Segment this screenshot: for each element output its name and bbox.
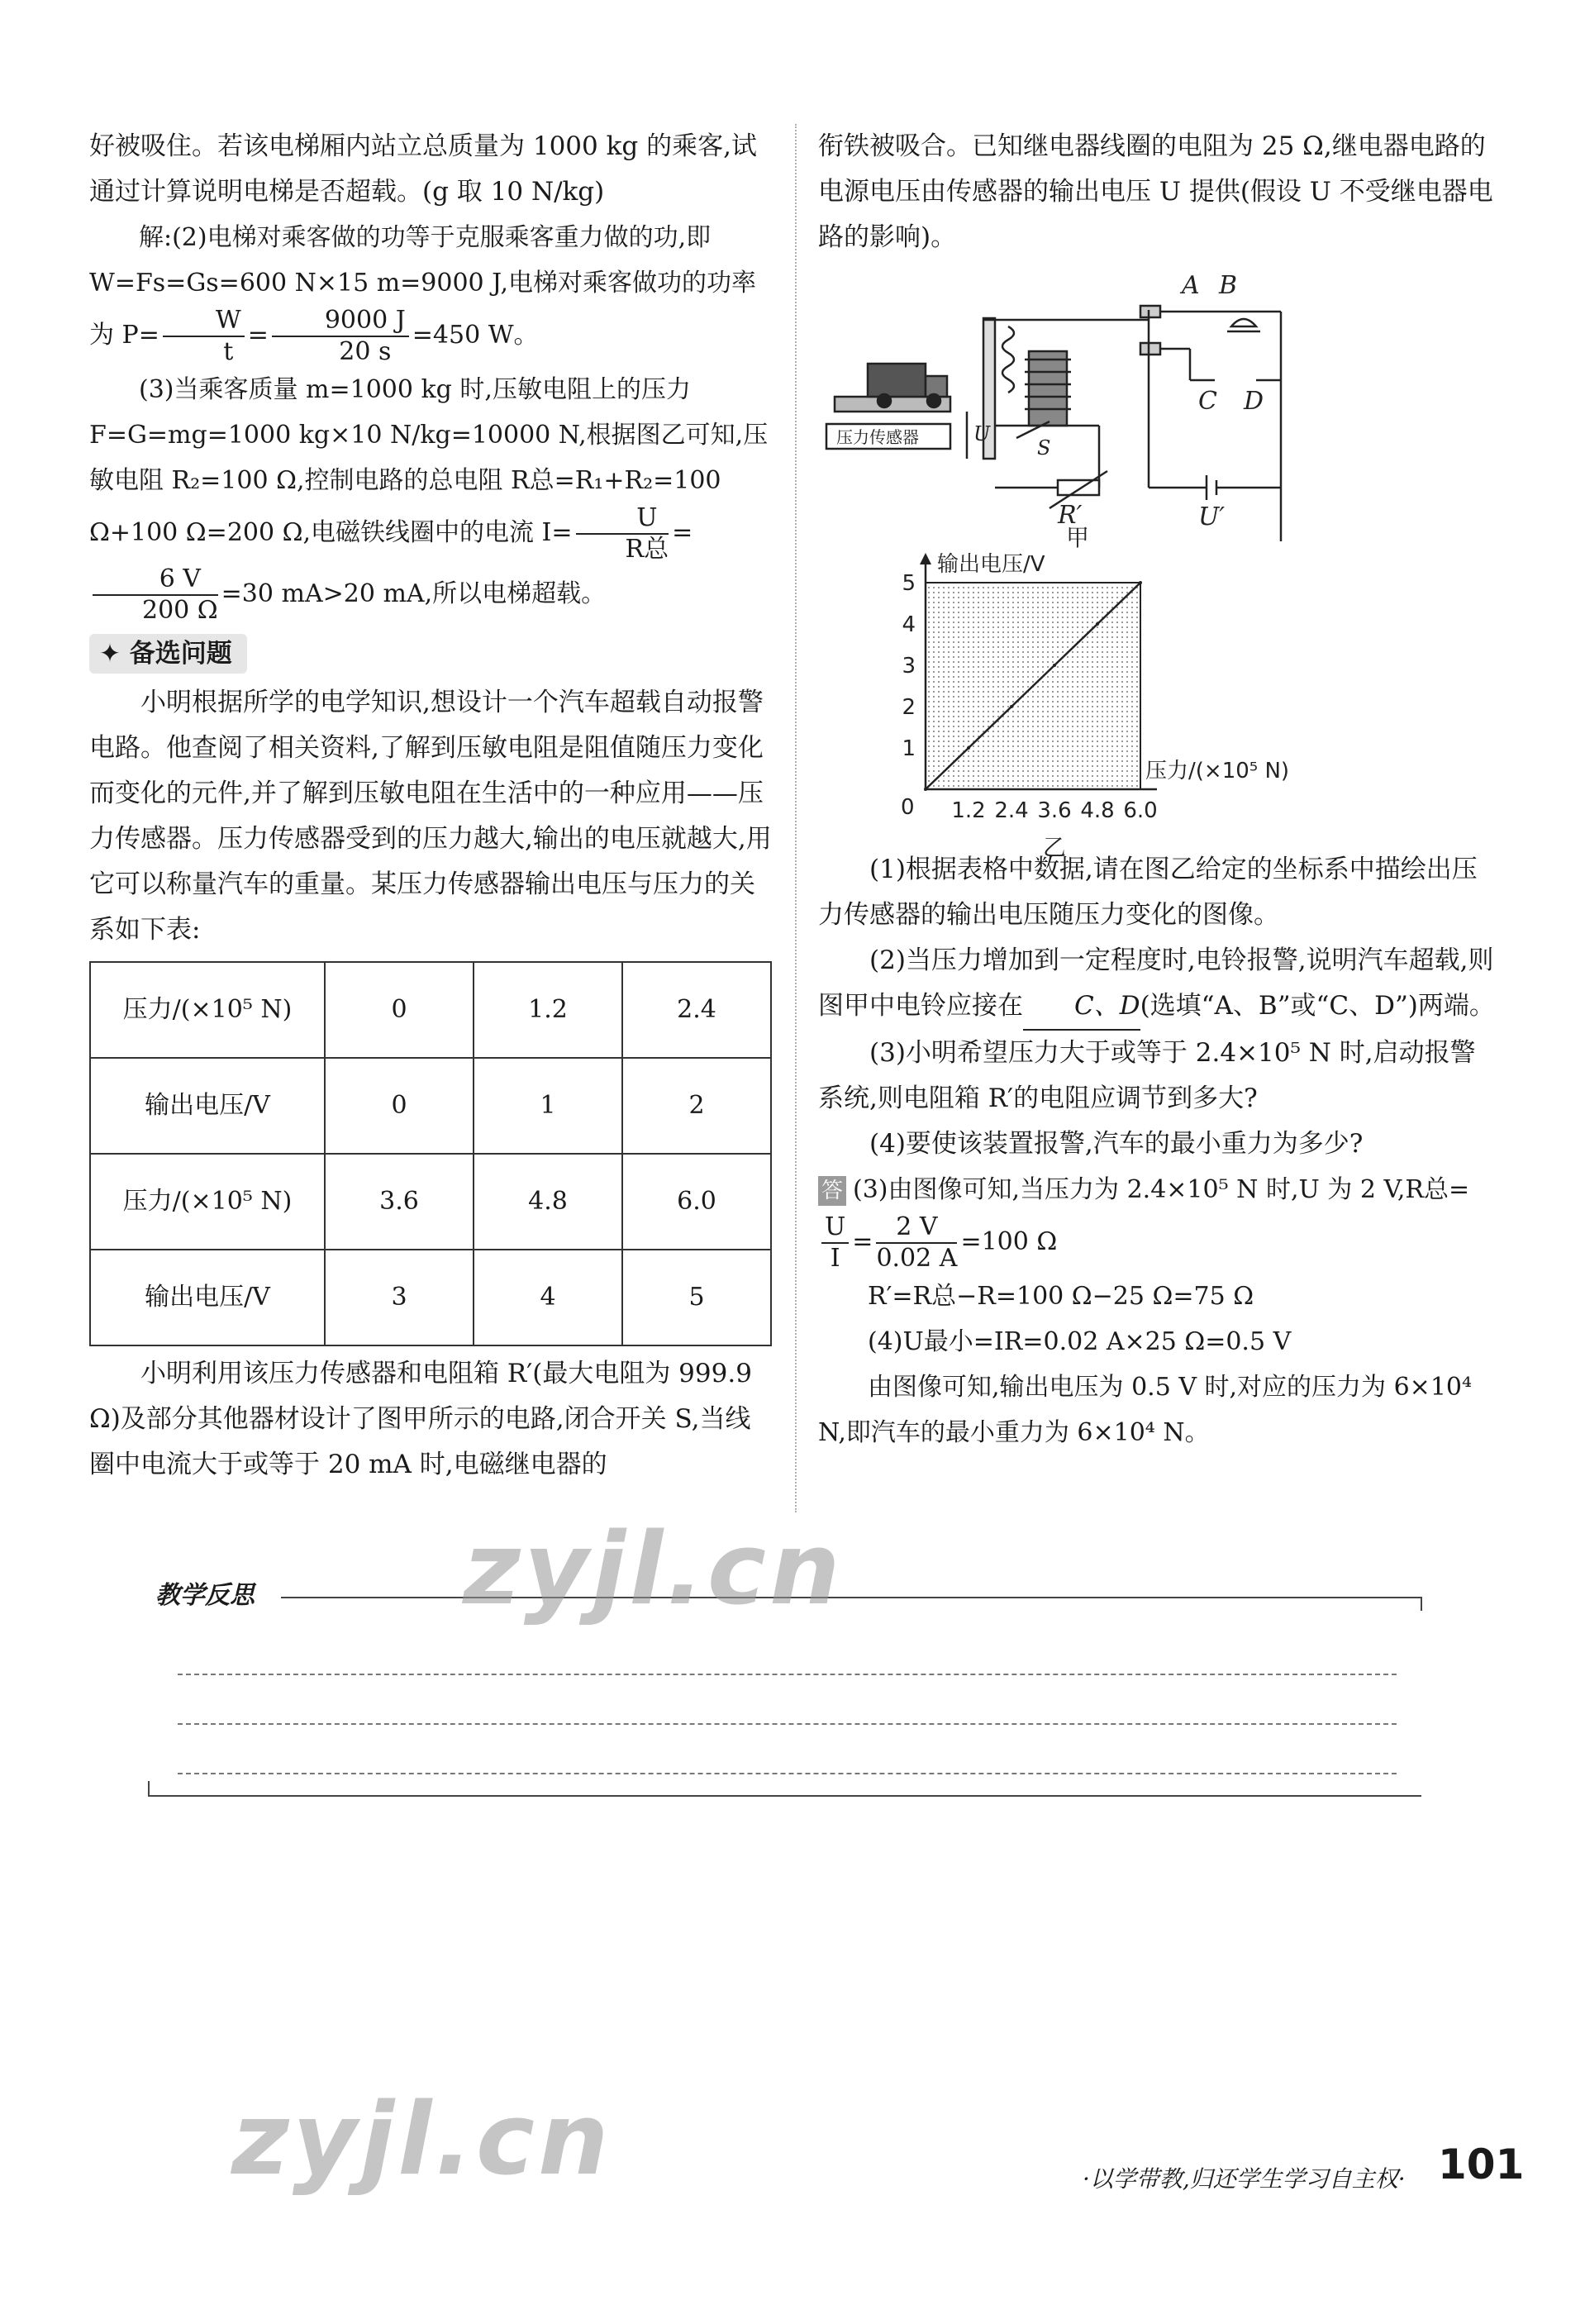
x-tick-label: 2.4 bbox=[994, 798, 1029, 823]
y-tick-label: 1 bbox=[902, 736, 916, 761]
label-u-prime: U′ bbox=[1198, 502, 1226, 531]
question-1: (1)根据表格中数据,请在图乙给定的坐标系中描绘出压力传感器的输出电压随压力变化的图像。 bbox=[818, 855, 1478, 930]
x-tick-label: 1.2 bbox=[951, 798, 986, 823]
answer-blank: C、D bbox=[1023, 983, 1140, 1031]
label-d: D bbox=[1244, 387, 1264, 416]
answer-3: 答 (3)由图像可知,当压力为 2.4×10⁵ N 时,U 为 2 V,R总= $\frac{U}{I}$ = $\frac{2 V}{0.02 A}$ =100 Ω bbox=[818, 1167, 1496, 1274]
label-s: S bbox=[1037, 436, 1051, 460]
problem-intro: 小明根据所学的电学知识,想设计一个汽车超载自动报警电路。他查阅了相关资料,了解到压敏电阻是阻值随压力变化而变化的元件,并了解到压敏电阻在生活中的一种应用——压力传感器。压力传感器受到的压力越大,输出的电压就越大,用它可以称量汽车的重量。某压力传感器输出电压与压力的关系如下表: bbox=[89, 688, 772, 945]
watermark: zyjl.cn bbox=[231, 2083, 612, 2198]
fraction: $\frac{U}{I}$ bbox=[821, 1212, 849, 1274]
problem-continued: 小明利用该压力传感器和电阻箱 R′(最大电阻为 999.9 Ω)及部分其他器材设计了图甲所示的电路,闭合开关 S,当线圈中电流大于或等于 20 mA 时,电磁继电器的 bbox=[89, 1359, 752, 1479]
writing-line bbox=[178, 1674, 1397, 1675]
y-tick-label: 5 bbox=[902, 571, 916, 596]
answer-tag: 答 bbox=[818, 1176, 846, 1206]
label-u: U bbox=[973, 422, 991, 445]
x-axis-label: 压力/(×10⁵ N) bbox=[1145, 759, 1290, 783]
page-number: 101 bbox=[1438, 2141, 1525, 2188]
figure-caption-jia: 甲 bbox=[1066, 524, 1090, 551]
fraction: $\frac{2 V}{0.02 A}$ bbox=[876, 1212, 958, 1273]
table-row: 输出电压/V 3 4 5 bbox=[90, 1250, 771, 1345]
question-3: (3)小明希望压力大于或等于 2.4×10⁵ N 时,启动报警系统,则电阻箱 R′的电阻应调节到多大? bbox=[818, 1038, 1476, 1113]
question-4: (4)要使该装置报警,汽车的最小重力为多少? bbox=[869, 1129, 1364, 1159]
table-row: 输出电压/V 0 1 2 bbox=[90, 1058, 771, 1154]
data-point bbox=[924, 788, 927, 791]
sensor-label: 压力传感器 bbox=[836, 427, 919, 447]
fraction: $\frac{9000 J}{20 s}$ bbox=[272, 306, 409, 367]
table-row: 压力/(×10⁵ N) 3.6 4.8 6.0 bbox=[90, 1154, 771, 1250]
problem-continued-right: 衔铁被吸合。已知继电器线圈的电阻为 25 Ω,继电器电路的电源电压由传感器的输出电压 U 提供(假设 U 不受继电器电路的影响)。 bbox=[818, 131, 1493, 252]
problem-text: 好被吸住。若该电梯厢内站立总质量为 1000 kg 的乘客,试通过计算说明电梯是否超载。(g 取 10 N/kg) bbox=[89, 131, 757, 207]
data-point bbox=[1053, 664, 1056, 667]
data-point bbox=[1139, 581, 1142, 584]
x-tick-label: 4.8 bbox=[1080, 798, 1115, 823]
answer-4-line-2: 由图像可知,输出电压为 0.5 V 时,对应的压力为 6×10⁴ N,即汽车的最小重力为 6×10⁴ N。 bbox=[818, 1373, 1473, 1447]
right-column bbox=[818, 124, 1496, 1455]
writing-line bbox=[178, 1723, 1397, 1725]
truck-icon bbox=[868, 364, 926, 397]
label-a: A bbox=[1182, 271, 1200, 300]
fraction: $\frac{U}{\text{R总}}$ bbox=[576, 503, 669, 564]
footer-slogan: ·以学带教,归还学生学习自主权· bbox=[1083, 2165, 1406, 2193]
reflection-title: 教学反思 bbox=[155, 1581, 255, 1610]
y-tick-label: 2 bbox=[902, 695, 916, 720]
x-tick-label: 3.6 bbox=[1037, 798, 1072, 823]
solution-part-2: 解:(2)电梯对乘客做的功等于克服乘客重力做的功,即 W=Fs=Gs=600 N×15 m=9000 J,电梯对乘客做功的功率为 P= $\frac{W}{t}$ = $\frac{9000 J}{20 s}$ =450 W。 bbox=[89, 223, 756, 366]
y-axis-label: 输出电压/V bbox=[937, 552, 1045, 577]
y-tick-label: 4 bbox=[902, 612, 916, 637]
column-divider bbox=[795, 124, 797, 1512]
fraction: $\frac{6 V}{200 \Omega}$ bbox=[93, 564, 218, 626]
question-2: (2)当压力增加到一定程度时,电铃报警,说明汽车超载,则图甲中电铃应接在 C、D(选填“A、B”或“C、D”)两端。 bbox=[818, 938, 1496, 1031]
writing-line bbox=[178, 1773, 1397, 1774]
table-row: 压力/(×10⁵ N) 0 1.2 2.4 bbox=[90, 962, 771, 1058]
label-r-prime: R′ bbox=[1058, 501, 1083, 530]
label-c: C bbox=[1198, 387, 1217, 416]
spring bbox=[1002, 326, 1014, 393]
circuit-diagram bbox=[818, 260, 1496, 551]
figure-caption-yi: 乙 bbox=[1042, 834, 1067, 861]
voltage-pressure-chart bbox=[818, 541, 1496, 861]
data-point bbox=[1010, 705, 1013, 708]
section-heading: ✦ 备选问题 bbox=[89, 634, 247, 674]
origin-label: 0 bbox=[901, 795, 915, 820]
left-column bbox=[89, 124, 775, 1488]
label-b: B bbox=[1219, 271, 1238, 300]
solution-part-3: (3)当乘客质量 m=1000 kg 时,压敏电阻上的压力 F=G=mg=1000 kg×10 N/kg=10000 N,根据图乙可知,压敏电阻 R₂=100 Ω,控制电路的总电阻 R总=R₁+R₂=100 Ω+100 Ω=200 Ω,电磁铁线圈中的电流 I= $\frac{U}{\text{R总}}$ = $\frac{6 V}{200 \Omega}$ =30 mA>20 mA,所以电梯超载。 bbox=[89, 375, 769, 625]
y-tick-label: 3 bbox=[902, 654, 916, 679]
data-point bbox=[1096, 622, 1099, 626]
answer-3-line-2: R′=R总−R=100 Ω−25 Ω=75 Ω bbox=[868, 1282, 1254, 1311]
bell-icon bbox=[1231, 319, 1256, 326]
electromagnet bbox=[1029, 351, 1067, 426]
watermark: zyjl.cn bbox=[463, 1512, 844, 1627]
x-tick-label: 6.0 bbox=[1123, 798, 1158, 823]
data-point bbox=[967, 746, 970, 750]
y-axis-arrow bbox=[920, 553, 931, 564]
resistor-box bbox=[1058, 480, 1099, 495]
data-table bbox=[89, 961, 772, 1346]
fraction: $\frac{W}{t}$ bbox=[163, 306, 245, 367]
answer-4-line-1: (4)U最小=IR=0.02 A×25 Ω=0.5 V bbox=[868, 1327, 1292, 1356]
